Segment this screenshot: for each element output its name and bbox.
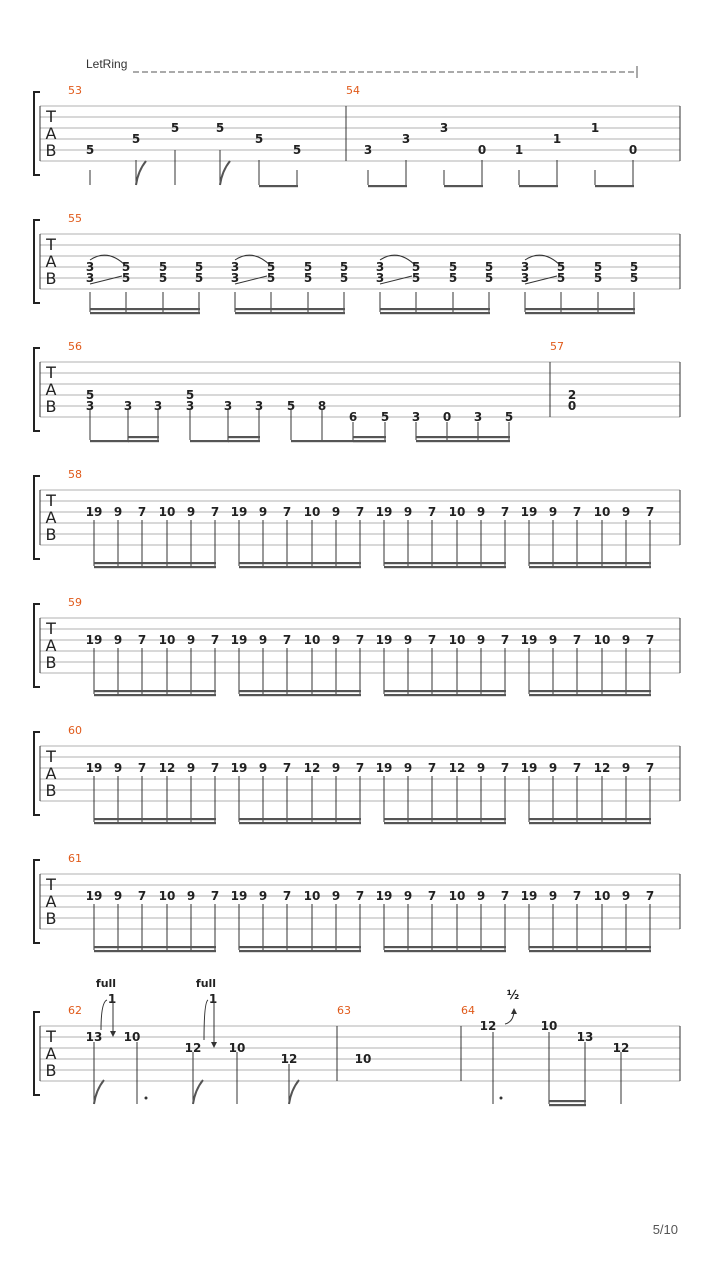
note-beam [94, 562, 216, 564]
fret-number: 7 [572, 505, 582, 519]
tab-clef-a: A [45, 764, 57, 783]
fret-number: 5 [411, 260, 421, 274]
fret-number: 9 [476, 889, 486, 903]
fret-number: 7 [427, 633, 437, 647]
fret-number: 10 [158, 505, 176, 519]
fret-number: 19 [375, 761, 393, 775]
note-beam [90, 440, 129, 442]
note-beam [525, 308, 635, 310]
fret-number: 5 [131, 132, 141, 146]
tab-clef-a: A [45, 508, 57, 527]
system-bracket [34, 220, 40, 303]
slide-mark [235, 276, 267, 284]
note-beam [128, 440, 159, 442]
fret-number: 9 [113, 761, 123, 775]
fret-number: 7 [427, 761, 437, 775]
slide-mark [90, 276, 122, 284]
fret-number: 9 [331, 633, 341, 647]
note-beam [353, 436, 386, 438]
fret-number: 9 [621, 889, 631, 903]
tab-clef-b: B [45, 269, 57, 288]
tab-clef-b: B [45, 141, 57, 160]
dot [145, 1097, 148, 1100]
note-beam [529, 946, 651, 948]
fret-number: 3 [520, 271, 530, 285]
fret-number: 12 [303, 761, 321, 775]
note-beam [519, 185, 558, 187]
fret-number: 5 [185, 388, 195, 402]
bend-label-half: ½ [506, 988, 520, 1002]
fret-number: 19 [375, 633, 393, 647]
fret-number: 5 [380, 410, 390, 424]
fret-number: 9 [403, 889, 413, 903]
fret-number: 7 [500, 761, 510, 775]
fret-number: 5 [593, 260, 603, 274]
fret-number: 3 [230, 271, 240, 285]
fret-number: 7 [572, 889, 582, 903]
bend-amount: 1 [208, 992, 218, 1006]
fret-number: 10 [228, 1041, 246, 1055]
tab-clef-t: T [46, 1027, 56, 1046]
note-beam [384, 690, 506, 692]
note-beam [94, 946, 216, 948]
note-beam [90, 312, 200, 314]
fret-number: 9 [186, 761, 196, 775]
fret-number: 19 [85, 761, 103, 775]
fret-number: 5 [448, 271, 458, 285]
measure-number: 61 [68, 852, 82, 865]
fret-number: 2 [567, 388, 577, 402]
fret-number: 9 [258, 761, 268, 775]
fret-number: 7 [355, 761, 365, 775]
fret-number: 3 [439, 121, 449, 135]
fret-number: 3 [85, 399, 95, 413]
fret-number: 19 [375, 889, 393, 903]
note-beam [384, 946, 506, 948]
note-beam [384, 562, 506, 564]
fret-number: 8 [317, 399, 327, 413]
fret-number: 1 [590, 121, 600, 135]
fret-number: 19 [85, 633, 103, 647]
tab-clef-a: A [45, 636, 57, 655]
note-beam [235, 312, 345, 314]
note-beam [529, 822, 651, 824]
fret-number: 7 [645, 633, 655, 647]
fret-number: 3 [363, 143, 373, 157]
note-beam [239, 818, 361, 820]
fret-number: 7 [427, 889, 437, 903]
fret-number: 3 [230, 260, 240, 274]
fret-number: 12 [479, 1019, 497, 1033]
fret-number: 7 [137, 889, 147, 903]
fret-number: 3 [375, 260, 385, 274]
note-beam [529, 562, 651, 564]
fret-number: 19 [520, 889, 538, 903]
note-beam [384, 694, 506, 696]
system-bracket [34, 860, 40, 943]
tab-clef-t: T [46, 747, 56, 766]
fret-number: 1 [514, 143, 524, 157]
fret-number: 9 [548, 633, 558, 647]
fret-number: 6 [348, 410, 358, 424]
fret-number: 19 [230, 761, 248, 775]
fret-number: 5 [194, 260, 204, 274]
note-beam [239, 946, 361, 948]
fret-number: 5 [484, 260, 494, 274]
note-beam [529, 690, 651, 692]
fret-number: 9 [258, 633, 268, 647]
measure-number: 56 [68, 340, 82, 353]
fret-number: 19 [375, 505, 393, 519]
slur-mark [235, 255, 271, 266]
fret-number: 7 [645, 889, 655, 903]
fret-number: 7 [137, 761, 147, 775]
fret-number: 10 [593, 889, 611, 903]
fret-number: 3 [85, 271, 95, 285]
note-beam [529, 950, 651, 952]
fret-number: 5 [194, 271, 204, 285]
note-beam [416, 436, 510, 438]
let-ring-label: LetRing [86, 57, 128, 71]
note-beam [549, 1100, 586, 1102]
fret-number: 19 [230, 889, 248, 903]
fret-number: 7 [282, 505, 292, 519]
fret-number: 3 [123, 399, 133, 413]
fret-number: 5 [85, 388, 95, 402]
fret-number: 12 [280, 1052, 298, 1066]
fret-number: 7 [355, 505, 365, 519]
fret-number: 19 [85, 505, 103, 519]
system-bracket [34, 732, 40, 815]
note-beam [228, 440, 260, 442]
fret-number: 5 [593, 271, 603, 285]
note-beam [384, 822, 506, 824]
fret-number: 10 [448, 889, 466, 903]
tab-clef-a: A [45, 892, 57, 911]
slur-mark [90, 255, 126, 266]
fret-number: 9 [258, 889, 268, 903]
tab-clef-t: T [46, 619, 56, 638]
fret-number: 19 [520, 633, 538, 647]
fret-number: 3 [411, 410, 421, 424]
fret-number: 0 [628, 143, 638, 157]
bend-arrowhead [110, 1031, 116, 1037]
fret-number: 7 [572, 761, 582, 775]
fret-number: 5 [266, 260, 276, 274]
fret-number: 9 [331, 889, 341, 903]
tab-clef-b: B [45, 525, 57, 544]
fret-number: 9 [186, 505, 196, 519]
fret-number: 5 [448, 260, 458, 274]
fret-number: 5 [254, 132, 264, 146]
measure-number: 58 [68, 468, 82, 481]
fret-number: 7 [355, 633, 365, 647]
fret-number: 5 [339, 271, 349, 285]
fret-number: 10 [303, 505, 321, 519]
fret-number: 9 [548, 889, 558, 903]
fret-number: 10 [593, 633, 611, 647]
fret-number: 5 [339, 260, 349, 274]
note-beam [416, 440, 510, 442]
fret-number: 12 [612, 1041, 630, 1055]
fret-number: 9 [186, 889, 196, 903]
fret-number: 0 [477, 143, 487, 157]
tab-clef-b: B [45, 781, 57, 800]
fret-number: 9 [621, 633, 631, 647]
fret-number: 3 [254, 399, 264, 413]
fret-number: 19 [85, 889, 103, 903]
note-beam [239, 566, 361, 568]
fret-number: 12 [184, 1041, 202, 1055]
fret-number: 7 [282, 633, 292, 647]
note-flag [289, 1080, 299, 1104]
slide-mark [525, 276, 557, 284]
fret-number: 5 [504, 410, 514, 424]
note-beam [94, 690, 216, 692]
measure-number: 60 [68, 724, 82, 737]
fret-number: 3 [85, 260, 95, 274]
bend-label-full: full [195, 977, 217, 990]
tab-clef-t: T [46, 491, 56, 510]
slur-mark [525, 255, 561, 266]
fret-number: 5 [215, 121, 225, 135]
fret-number: 13 [85, 1030, 103, 1044]
fret-number: 5 [629, 271, 639, 285]
measure-number: 63 [337, 1004, 351, 1017]
fret-number: 10 [448, 633, 466, 647]
fret-number: 5 [303, 271, 313, 285]
fret-number: 3 [375, 271, 385, 285]
note-beam [239, 562, 361, 564]
fret-number: 9 [113, 889, 123, 903]
tab-clef-b: B [45, 909, 57, 928]
tab-clef-b: B [45, 653, 57, 672]
tab-clef-b: B [45, 397, 57, 416]
fret-number: 7 [137, 505, 147, 519]
measure-number: 62 [68, 1004, 82, 1017]
fret-number: 9 [621, 505, 631, 519]
fret-number: 5 [85, 143, 95, 157]
note-beam [239, 690, 361, 692]
measure-number: 54 [346, 84, 360, 97]
note-beam [239, 694, 361, 696]
fret-number: 5 [266, 271, 276, 285]
note-beam [228, 436, 260, 438]
fret-number: 10 [354, 1052, 372, 1066]
fret-number: 3 [153, 399, 163, 413]
fret-number: 9 [186, 633, 196, 647]
fret-number: 19 [230, 633, 248, 647]
fret-number: 3 [223, 399, 233, 413]
fret-number: 12 [158, 761, 176, 775]
fret-number: 5 [170, 121, 180, 135]
fret-number: 5 [556, 271, 566, 285]
fret-number: 0 [567, 399, 577, 413]
tab-clef-a: A [45, 124, 57, 143]
fret-number: 9 [476, 761, 486, 775]
fret-number: 5 [121, 271, 131, 285]
bend-label-full: full [95, 977, 117, 990]
fret-number: 10 [593, 505, 611, 519]
fret-number: 19 [520, 505, 538, 519]
fret-number: 5 [158, 271, 168, 285]
fret-number: 5 [303, 260, 313, 274]
note-flag [94, 1080, 104, 1104]
fret-number: 9 [476, 633, 486, 647]
fret-number: 3 [473, 410, 483, 424]
fret-number: 12 [448, 761, 466, 775]
fret-number: 12 [593, 761, 611, 775]
fret-number: 7 [645, 761, 655, 775]
fret-number: 7 [500, 633, 510, 647]
fret-number: 9 [113, 505, 123, 519]
note-beam [384, 950, 506, 952]
note-beam [239, 822, 361, 824]
measure-number: 64 [461, 1004, 475, 1017]
fret-number: 5 [629, 260, 639, 274]
fret-number: 10 [448, 505, 466, 519]
fret-number: 7 [572, 633, 582, 647]
system-bracket [34, 1012, 40, 1095]
fret-number: 7 [210, 633, 220, 647]
system-bracket [34, 476, 40, 559]
fret-number: 5 [556, 260, 566, 274]
tab-clef-t: T [46, 875, 56, 894]
fret-number: 9 [548, 761, 558, 775]
fret-number: 9 [258, 505, 268, 519]
fret-number: 9 [548, 505, 558, 519]
tab-clef-a: A [45, 380, 57, 399]
fret-number: 9 [476, 505, 486, 519]
fret-number: 10 [303, 633, 321, 647]
note-beam [94, 694, 216, 696]
fret-number: 7 [500, 889, 510, 903]
fret-number: 9 [403, 505, 413, 519]
note-beam [529, 694, 651, 696]
fret-number: 7 [427, 505, 437, 519]
note-beam [235, 308, 345, 310]
note-beam [525, 312, 635, 314]
fret-number: 7 [645, 505, 655, 519]
note-beam [239, 950, 361, 952]
measure-number: 59 [68, 596, 82, 609]
tab-clef-t: T [46, 235, 56, 254]
note-beam [380, 312, 490, 314]
fret-number: 9 [403, 761, 413, 775]
fret-number: 7 [282, 889, 292, 903]
note-beam [190, 440, 229, 442]
fret-number: 7 [355, 889, 365, 903]
fret-number: 5 [292, 143, 302, 157]
note-beam [368, 185, 407, 187]
note-beam [549, 1104, 586, 1106]
fret-number: 19 [520, 761, 538, 775]
fret-number: 7 [210, 889, 220, 903]
note-beam [90, 308, 200, 310]
dot [500, 1097, 503, 1100]
tab-clef-t: T [46, 363, 56, 382]
tab-clef-t: T [46, 107, 56, 126]
fret-number: 9 [403, 633, 413, 647]
slur-mark [380, 255, 416, 266]
note-beam [529, 818, 651, 820]
fret-number: 9 [621, 761, 631, 775]
fret-number: 3 [401, 132, 411, 146]
fret-number: 5 [484, 271, 494, 285]
note-beam [94, 822, 216, 824]
fret-number: 5 [158, 260, 168, 274]
note-beam [128, 436, 159, 438]
fret-number: 9 [331, 505, 341, 519]
fret-number: 5 [411, 271, 421, 285]
note-beam [94, 566, 216, 568]
fret-number: 5 [121, 260, 131, 274]
measure-number: 55 [68, 212, 82, 225]
bend-arrowhead [211, 1042, 217, 1048]
note-beam [353, 440, 386, 442]
fret-number: 10 [158, 633, 176, 647]
tab-clef-a: A [45, 1044, 57, 1063]
fret-number: 7 [282, 761, 292, 775]
tab-clef-a: A [45, 252, 57, 271]
note-beam [444, 185, 483, 187]
fret-number: 9 [113, 633, 123, 647]
fret-number: 19 [230, 505, 248, 519]
fret-number: 7 [210, 761, 220, 775]
fret-number: 10 [540, 1019, 558, 1033]
system-bracket [34, 92, 40, 175]
slide-mark [380, 276, 412, 284]
note-flag [193, 1080, 203, 1104]
fret-number: 10 [303, 889, 321, 903]
fret-number: 3 [520, 260, 530, 274]
note-beam [384, 818, 506, 820]
note-beam [384, 566, 506, 568]
note-beam [529, 566, 651, 568]
fret-number: 5 [286, 399, 296, 413]
fret-number: 0 [442, 410, 452, 424]
note-beam [94, 818, 216, 820]
system-bracket [34, 348, 40, 431]
note-beam [259, 185, 298, 187]
measure-number: 53 [68, 84, 82, 97]
note-beam [380, 308, 490, 310]
note-beam [595, 185, 634, 187]
note-flag [136, 161, 146, 185]
fret-number: 13 [576, 1030, 594, 1044]
measure-number: 57 [550, 340, 564, 353]
fret-number: 1 [552, 132, 562, 146]
fret-number: 7 [137, 633, 147, 647]
page-number: 5/10 [652, 1222, 678, 1237]
tab-clef-b: B [45, 1061, 57, 1080]
fret-number: 7 [210, 505, 220, 519]
fret-number: 7 [500, 505, 510, 519]
note-beam [94, 950, 216, 952]
fret-number: 10 [158, 889, 176, 903]
bend-arrowhead [511, 1008, 517, 1014]
note-flag [220, 161, 230, 185]
fret-number: 9 [331, 761, 341, 775]
system-bracket [34, 604, 40, 687]
bend-amount: 1 [107, 992, 117, 1006]
fret-number: 3 [185, 399, 195, 413]
fret-number: 10 [123, 1030, 141, 1044]
